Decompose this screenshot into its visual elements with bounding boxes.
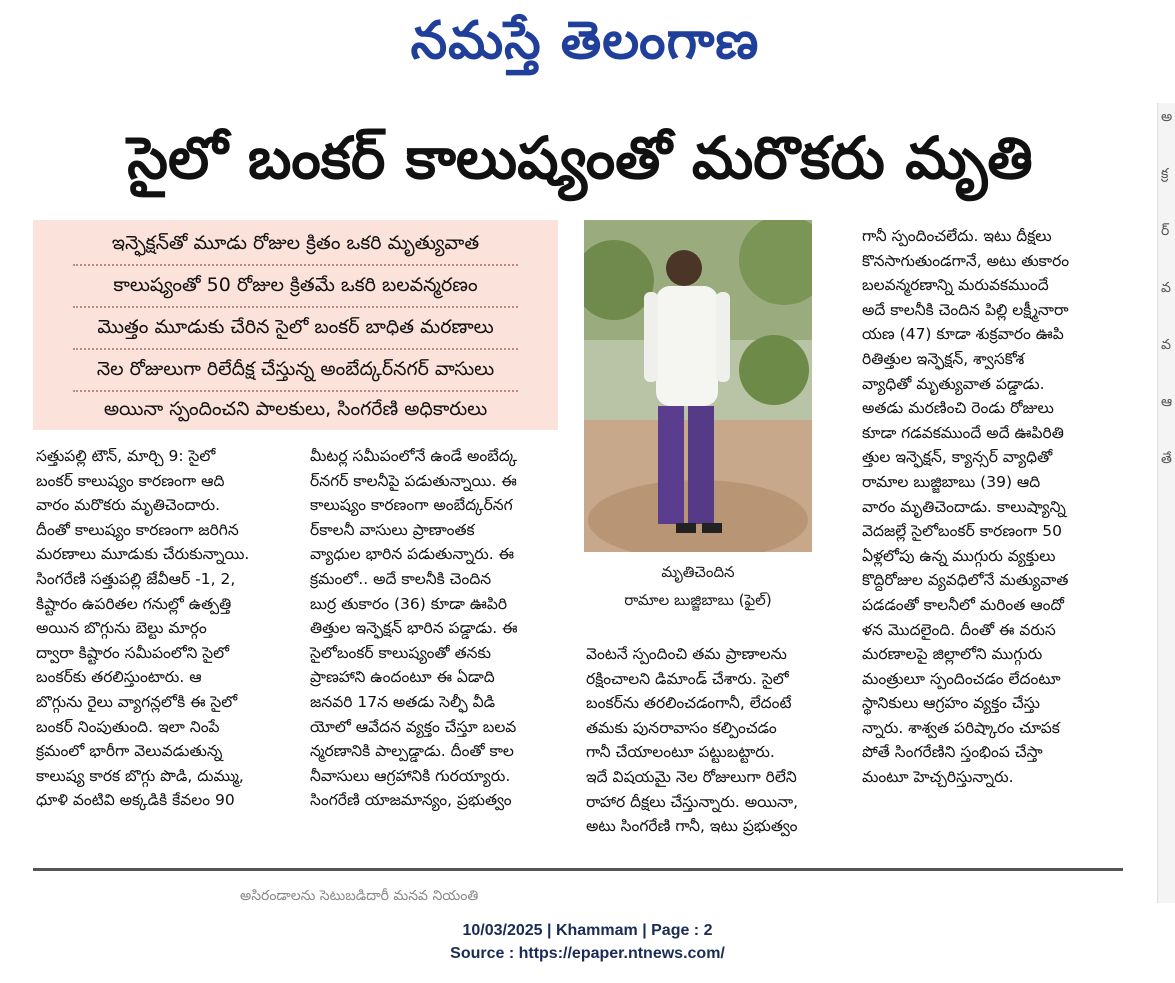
- text-line: క్రమంలో భారీగా వెలువడుతున్న: [36, 742, 223, 761]
- right-edge-strip: [1157, 103, 1175, 903]
- text-line: ఇదే విషయమై నెల రోజులుగా రిలేని: [586, 767, 797, 786]
- text-line: వారం మరొకరు మృతిచెందారు.: [36, 496, 221, 515]
- text-line: నీవాసులు ఆగ్రహానికి గురయ్యారు.: [310, 766, 511, 785]
- strip-glyph: క్ర: [1161, 166, 1169, 182]
- text-line: కిష్టారం ఉపరితల గనుల్లో ఉత్పత్తి: [36, 594, 232, 613]
- text-line: తిత్తుల ఇన్ఫెక్షన్ భారిన పడ్డాడు. ఈ: [310, 619, 518, 638]
- text-line: వ్యాధుల భారిన పడుతున్నారు. ఈ: [310, 545, 515, 564]
- text-line: సత్తుపల్లి టౌన్, మార్చి 9: సైలో: [36, 447, 216, 465]
- bottom-rule: [33, 868, 1123, 871]
- text-line: యణ (47) కూడా శుక్రవారం ఊపి: [862, 325, 1064, 344]
- text-line: వెదజల్లే సైలోబంకర్ కారణంగా 50: [862, 522, 1062, 541]
- text-line: ప్రాణహాని ఉందంటూ ఈ ఏడాది: [310, 668, 495, 687]
- highlight-item: నెల రోజులుగా రిలేదీక్ష చేస్తున్న అంబేద్కర్‌నగర్ వాసులు: [96, 358, 495, 380]
- cutoff-text: అసిరండాలను సెటుబడిదారీ మనవ నియంతి: [240, 888, 479, 904]
- highlight-item: ఇన్ఫెక్షన్‌తో మూడు రోజుల క్రితం ఒకరి మృత్యువాత: [111, 232, 480, 254]
- text-line: ర్‌నగర్ కాలనీపై పడుతున్నాయి. ఈ: [310, 471, 517, 490]
- text-line: కాలుష్యం కారణంగా అంబేద్కర్‌నగ: [310, 496, 513, 515]
- highlight-item: మొత్తం మూడుకు చేరిన సైలో బంకర్ బాధిత మరణాలు: [97, 316, 494, 338]
- text-line: వ్యాధితో మృత్యువాత పడ్డాడు.: [862, 374, 1045, 393]
- strip-glyph: వ: [1161, 337, 1171, 353]
- text-line: అదే కాలనీకి చెందిన పిల్లి లక్ష్మీనారా: [862, 300, 1069, 319]
- text-line: బంకర్ కాలుష్యం కారణంగా ఆది: [36, 471, 225, 490]
- text-line: బంకర్‌కు తరలిస్తుంటారు. ఆ: [36, 668, 202, 687]
- text-line: యోలో ఆవేదన వ్యక్తం చేస్తూ బలవ: [310, 717, 517, 736]
- article-headline: సైలో బంకర్ కాలుష్యంతో మరొకరు మృతి: [127, 124, 1033, 192]
- caption-line-2: రామాల బుజ్జిబాబు (ఫైల్): [624, 591, 772, 609]
- text-line: వారం మృతిచెందాడు. కాలుష్యాన్ని: [862, 497, 1066, 516]
- text-line: అటు సింగరేణి గానీ, ఇటు ప్రభుత్వం: [586, 817, 798, 836]
- text-line: బంకర్‌ను తరలించడంగానీ, లేదంటే: [586, 694, 792, 713]
- footer-source: Source : https://epaper.ntnews.com/: [450, 945, 725, 962]
- text-line: అయిన బొగ్గును బెల్టు మార్గం: [36, 619, 207, 638]
- text-line: మంటూ హెచ్చరిస్తున్నారు.: [862, 768, 1014, 787]
- portrait-image: [584, 220, 812, 552]
- text-line: ళన మొదలైంది. దీంతో ఈ వరుస: [862, 620, 1056, 639]
- text-line: స్థానికులు ఆగ్రహం వ్యక్తం చేస్తు: [862, 694, 1040, 713]
- text-line: గానీ స్పందించలేదు. ఇటు దీక్షలు: [862, 227, 1052, 245]
- text-line: కాలుష్య కారక బొగ్గు పొడి, దుమ్ము,: [36, 766, 244, 785]
- strip-glyph: ర్: [1161, 223, 1170, 239]
- text-line: సైలోబంకర్ కాలుష్యంతో తనకు: [310, 643, 491, 662]
- text-line: రితిత్తుల ఇన్ఫెక్షన్, శ్వాసకోశ: [862, 349, 1025, 368]
- text-line: అతడు మరణించి రెండు రోజులు: [862, 399, 1054, 418]
- photo-caption: [584, 558, 812, 614]
- text-line: కొనసాగుతుండగానే, అటు తుకారం: [862, 251, 1070, 270]
- caption-line-1: మృతిచెందిన: [661, 563, 735, 581]
- article-column-2: [310, 444, 560, 813]
- article-column-1: [36, 444, 286, 813]
- text-line: త్తుల ఇన్ఫెక్షన్, క్యాన్సర్ వ్యాధితో: [862, 448, 1053, 467]
- text-line: బుర్ర తుకారం (36) కూడా ఊపిరి: [310, 594, 508, 613]
- strip-glyph: అ: [1161, 109, 1173, 125]
- text-line: క్రమంలో.. అదే కాలనీకి చెందిన: [310, 569, 492, 588]
- text-line: బొగ్గును రైలు వ్యాగన్లలోకి ఈ సైలో: [36, 692, 238, 711]
- text-line: సింగరేణి సత్తుపల్లి జేవీఆర్ -1, 2,: [36, 569, 236, 588]
- text-line: రాహార దీక్షలు చేస్తున్నారు. అయినా,: [586, 792, 799, 811]
- text-line: ర్‌కాలనీ వాసులు ప్రాణాంతక: [310, 520, 475, 539]
- text-line: ద్వారా కిష్టారం సమీపంలోని సైలో: [36, 643, 230, 662]
- text-line: న్నారు. శాశ్వత పరిష్కారం చూపక: [862, 718, 1060, 737]
- text-line: ఏళ్లలోపు ఉన్న ముగ్గురు వ్యక్తులు: [862, 546, 1056, 565]
- text-line: దీంతో కాలుష్యం కారణంగా జరిగిన: [36, 520, 239, 539]
- text-line: రక్షించాలని డిమాండ్ చేశారు. సైలో: [586, 669, 789, 688]
- text-line: తమకు పునరావాసం కల్పించడం: [586, 718, 777, 737]
- text-line: మరణాలు మూడుకు చేరుకున్నాయి.: [36, 545, 250, 564]
- text-line: కూడా గడవకముందే అదే ఊపిరితి: [862, 423, 1064, 442]
- strip-glyph: తే: [1161, 451, 1172, 467]
- strip-glyph: ఆ: [1161, 394, 1173, 410]
- text-line: బలవన్మరణాన్ని మరువకముందే: [862, 276, 1049, 295]
- text-line: గానీ చేయాలంటూ పట్టుబట్టారు.: [586, 743, 775, 762]
- text-line: కొద్దిరోజుల వ్యవధిలోనే మత్యువాత: [862, 571, 1069, 590]
- text-line: మంత్రులూ స్పందించడం లేదంటూ: [862, 669, 1061, 688]
- highlight-item: అయినా స్పందించని పాలకులు, సింగరేణి అధికారులు: [103, 398, 488, 420]
- text-line: పోతే సింగరేణిని స్తంభింప చేస్తా: [862, 743, 1043, 762]
- text-line: వెంటనే స్పందించి తమ ప్రాణాలను: [586, 645, 787, 663]
- text-line: మీటర్ల సమీపంలోనే ఉండే అంబేద్క: [310, 447, 518, 465]
- text-line: న్మరణానికి పాల్పడ్డాడు. దీంతో కాల: [310, 742, 514, 761]
- highlights-box: [33, 220, 558, 430]
- masthead-logo: నమస్తే తెలంగాణ: [410, 11, 760, 71]
- text-line: జనవరి 17న అతడు సెల్ఫీ వీడి: [310, 692, 496, 711]
- text-line: బంకర్ నింపుతుంది. ఇలా నింపే: [36, 717, 220, 736]
- text-line: పడడంతో కాలనీలో మరింత ఆందో: [862, 595, 1064, 614]
- text-line: సింగరేణి యాజమాన్యం, ప్రభుత్వం: [310, 791, 512, 810]
- strip-glyph: వ: [1161, 280, 1171, 296]
- footer-dateline: 10/03/2025 | Khammam | Page : 2: [462, 922, 713, 939]
- article-column-3: [586, 642, 836, 839]
- highlight-item: కాలుష్యంతో 50 రోజుల క్రితమే ఒకరి బలవన్మరణం: [113, 274, 478, 296]
- text-line: మరణాలపై జిల్లాలోని ముగ్గురు: [862, 645, 1043, 664]
- portrait-photo: [584, 220, 812, 552]
- text-line: ధూళి వంటివి అక్కడికి కేవలం 90: [36, 791, 235, 810]
- text-line: రామాల బుజ్జిబాబు (39) ఆది: [862, 472, 1041, 491]
- article-column-4: [862, 224, 1112, 790]
